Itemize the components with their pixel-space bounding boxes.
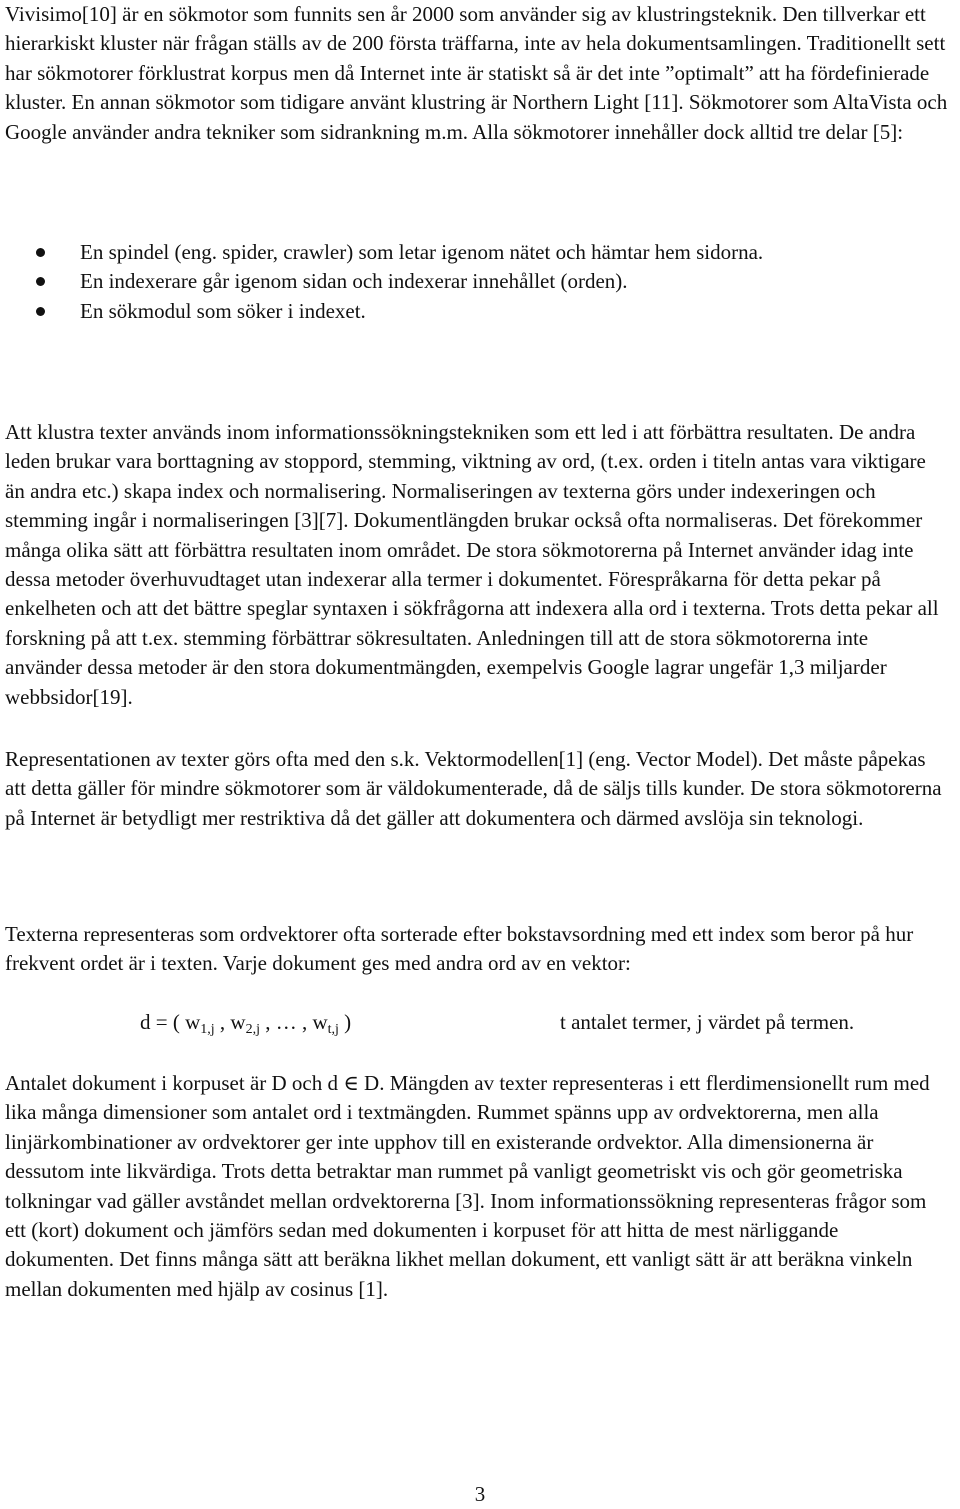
paragraph-search-engines: Vivisimo[10] är en sökmotor som funnits sen år 2000 som använder sig av klustringsteknik. Den tillverkar ett hierarkiskt kluster när frågan ställs av de 200 första träffarna, inte av hela dokumentsamlingen. Traditionellt sett har sökmotorer förklustrat korpus men då Internet inte är statiskt så är det inte ”optimalt” att ha fördefinierade kluster. En annan sökmotor som tidigare använt klustring är Northern Light [11]. Sökmotorer som AltaVista och Google använder andra tekniker som sidrankning m.m. Alla sökmotorer innehåller dock alltid tre delar [5]: <box>5 2 948 144</box>
bullet-icon <box>36 277 45 286</box>
list-item-text: En indexerare går igenom sidan och indexerar innehållet (orden). <box>80 269 628 294</box>
list-item <box>0 238 950 267</box>
page-number: 3 <box>474 1482 486 1506</box>
list-item-text: En spindel (eng. spider, crawler) som letar igenom nätet och hämtar hem sidorna. <box>80 240 764 264</box>
bullet-icon <box>36 248 45 257</box>
list-item-text: En sökmodul som söker i indexet. <box>80 298 366 323</box>
list-item <box>0 297 950 326</box>
list-item <box>0 267 950 296</box>
formula-expression: d = ( $w_{1,j}$ , $w_{2,j}$ , … , $w_{t,j}$ ) <box>140 1010 352 1037</box>
search-engine-parts-list <box>0 238 950 326</box>
paragraph-vector-space: Antalet dokument i korpuset är D och d ∈ D. Mängden av texter representeras i ett flerdimensionellt rum med lika många dimensioner som antalet ord i textmängden. Rummet spänns upp av ordvektorerna, men alla linjärkombinationer av ordvektorer ger inte upphov till en existerande ordvektor. Alla dimensionerna är dessutom inte likvärdiga. Trots detta betraktar man rummet på vanligt geometriskt vis och gör geometriska tolkningar vad gäller avståndet mellan ordvektorerna [3]. Inom informationssökning representeras frågor som ett (kort) dokument och jämförs sedan med dokumenten i korpuset för att hitta de mest närliggande dokumenten. Det finns många sätt att beräkna likhet mellan dokument, ett vanligt sätt är att beräkna vinkeln mellan dokumenten med hjälp av cosinus [1]. <box>5 1071 930 1301</box>
formula-description: t antalet termer, j värdet på termen. <box>560 1010 855 1034</box>
vector-formula <box>0 1008 960 1040</box>
paragraph-word-vectors: Texterna representeras som ordvektorer ofta sorterade efter bokstavsordning med ett index som beror på hur frekvent ordet är i texten. Varje dokument ges med andra ord av en vektor: <box>5 922 914 976</box>
bullet-icon <box>36 307 45 316</box>
paragraph-vector-model: Representationen av texter görs ofta med den s.k. Vektormodellen[1] (eng. Vector Model). Det måste påpekas att detta gäller för mindre sökmotorer som är väldokumenterade, då de säljs tills kunder. De stora sökmotorerna på Internet är betydligt mer restriktiva då det gäller att dokumentera och därmed avslöja sin teknologi. <box>5 747 942 830</box>
paragraph-clustering: Att klustra texter används inom informationssökningstekniken som ett led i att förbättra resultaten. De andra leden brukar vara borttagning av stoppord, stemming, viktning av ord, (t.ex. orden i titeln antas vara viktigare än andra etc.) skapa index och normalisering. Normaliseringen av texterna görs under indexeringen och stemming ingår i normaliseringen [3][7]. Dokumentlängden brukar också ofta normaliseras. Det förekommer många olika sätt att förbättra resultaten inom området. De stora sökmotorerna på Internet använder idag inte dessa metoder överhuvudtaget utan indexerar alla termer i dokumentet. Förespråkarna för detta pekar på enkelheten och att det bättre speglar syntaxen i sökfrågorna att indexera alla ord i texterna. Trots detta pekar all forskning på att t.ex. stemming förbättrar sökresultaten. Anledningen till att de stora sökmotorerna inte använder dessa metoder är den stora dokumentmängden, exempelvis Google lagrar ungefär 1,3 miljarder webbsidor[19]. <box>5 420 939 709</box>
